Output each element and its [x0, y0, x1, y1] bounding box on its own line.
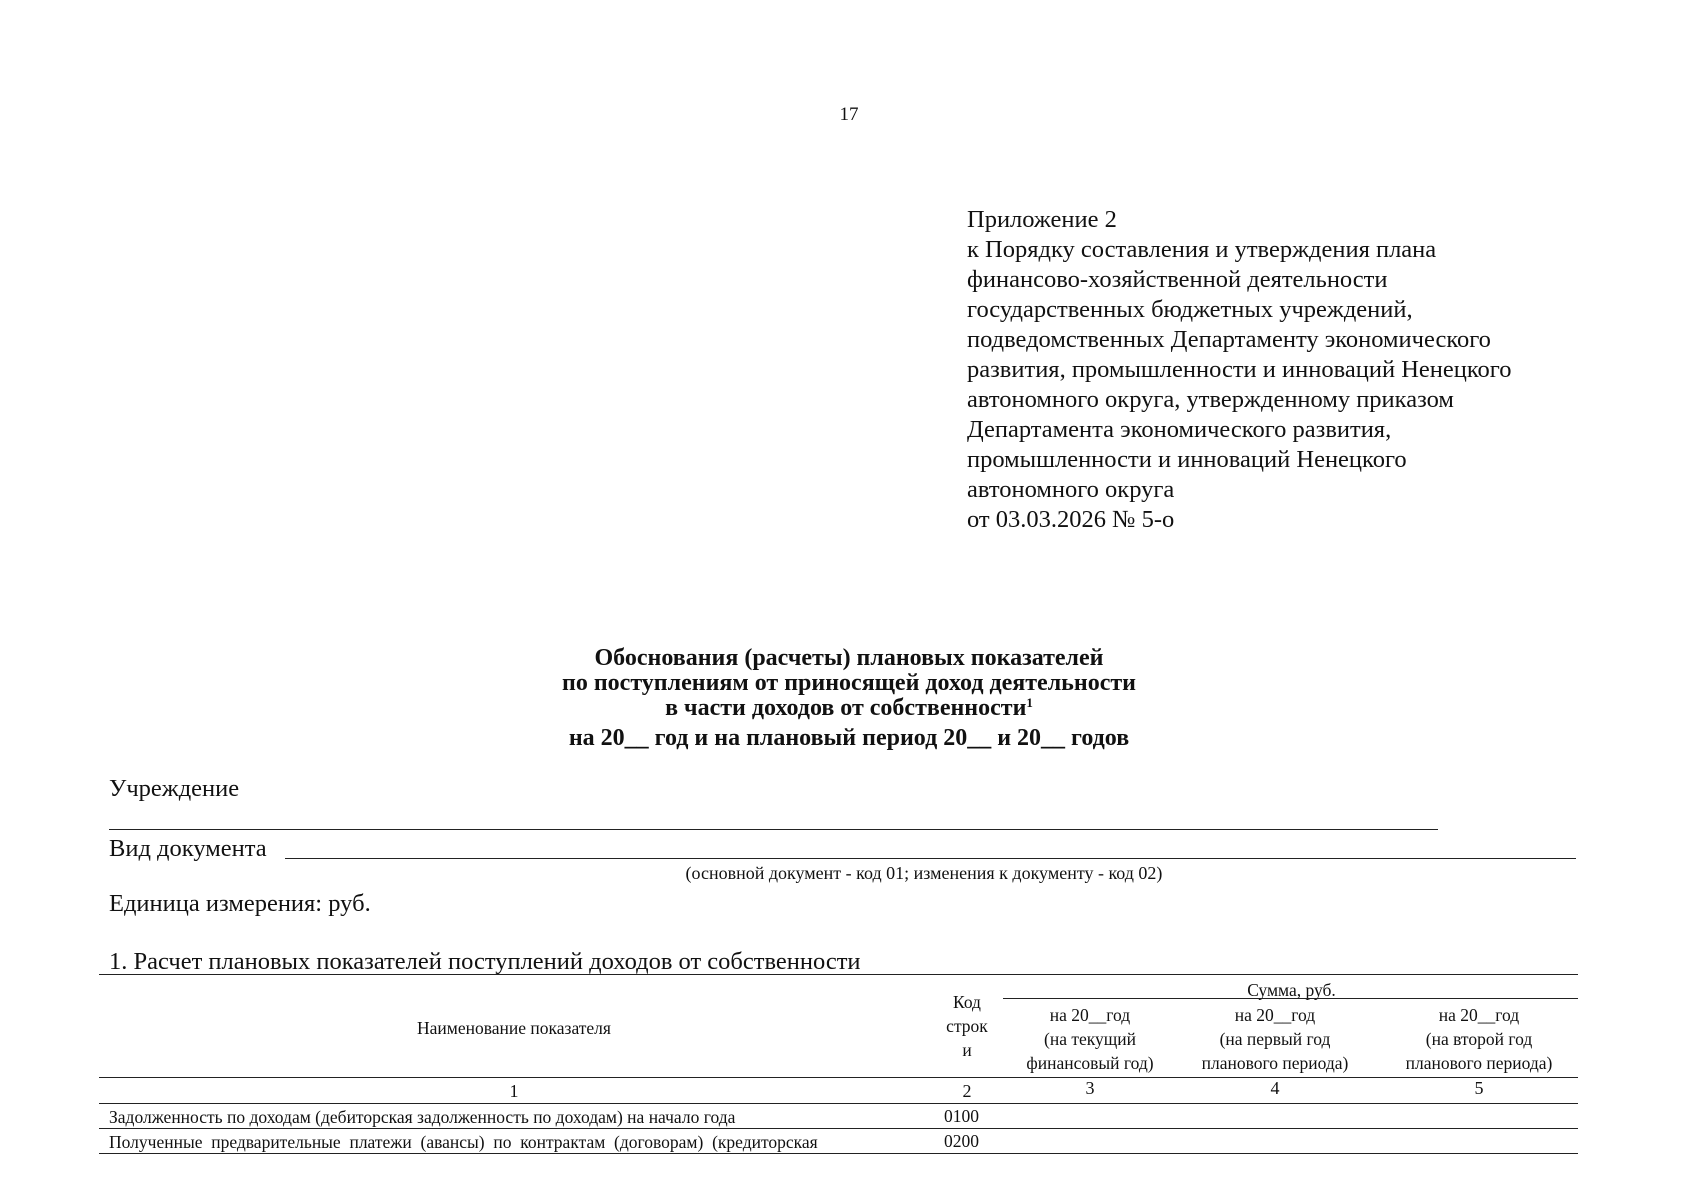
institution-input-line[interactable]: [109, 829, 1438, 830]
header-sum-group: Сумма, руб.: [1247, 980, 1336, 1000]
unit-label: Единица измерения: руб.: [109, 890, 371, 917]
title-line-4: на 20__ год и на плановый период 20__ и 20__ годов: [568, 725, 1130, 751]
appendix-block: [967, 205, 1511, 535]
header-col-5: [1380, 1003, 1578, 1075]
appendix-line: государственных бюджетных учреждений,: [967, 296, 1413, 323]
row-name: Задолженность по доходам (дебиторская задолженность по доходам) на начало года: [109, 1107, 736, 1127]
title-line-2: по поступлениям от приносящей доход деятельности: [562, 670, 1136, 696]
header-col-3-line: финансовый год): [1026, 1053, 1154, 1073]
appendix-line: финансово-хозяйственной деятельности: [967, 266, 1388, 293]
header-col-4-line: (на первый год: [1219, 1029, 1331, 1049]
page-number: 17: [839, 104, 859, 125]
header-col-3-line: на 20__год: [1049, 1005, 1131, 1025]
appendix-line: автономного округа: [967, 476, 1175, 503]
header-col-4-line: планового периода): [1201, 1053, 1349, 1073]
title-line-3: [0, 696, 1698, 721]
header-name: Наименование показателя: [417, 1018, 611, 1038]
header-code: [929, 990, 1005, 1062]
row-name: Полученные предварительные платежи (авансы) по контрактам (договорам) (кредиторская: [109, 1132, 818, 1152]
appendix-line: Приложение 2: [967, 206, 1117, 233]
header-code-line: Код: [953, 992, 981, 1012]
header-col-5-line: планового периода): [1405, 1053, 1553, 1073]
doc-type-label: Вид документа: [109, 835, 267, 862]
appendix-line: промышленности и инноваций Ненецкого: [967, 446, 1407, 473]
institution-label: Учреждение: [109, 775, 240, 802]
appendix-line: Департамента экономического развития,: [967, 416, 1392, 443]
column-number-3: 3: [1085, 1078, 1095, 1098]
header-col-5-line: (на второй год: [1425, 1029, 1533, 1049]
title-line-1: Обоснования (расчеты) плановых показателей: [594, 645, 1104, 671]
document-title: [0, 646, 1698, 751]
appendix-order-date: от 03.03.2026 № 5-о: [967, 506, 1175, 533]
appendix-line: развития, промышленности и инноваций Ненецкого: [967, 356, 1512, 383]
column-number-2: 2: [962, 1081, 972, 1101]
footnote-mark: 1: [1026, 695, 1033, 710]
title-line-3-text: в части доходов от собственности: [665, 695, 1027, 721]
column-number-4: 4: [1270, 1078, 1280, 1098]
row-code: 0200: [944, 1131, 979, 1151]
header-col-3-line: (на текущий: [1044, 1029, 1136, 1049]
header-sum-rule: [1003, 998, 1578, 999]
appendix-line: автономного округа, утвержденному приказом: [967, 386, 1454, 413]
row-rule: [99, 1128, 1578, 1129]
row-rule: [99, 1153, 1578, 1154]
header-col-4: [1180, 1003, 1370, 1075]
column-numbers-rule: [99, 1103, 1578, 1104]
doc-type-hint: (основной документ - код 01; изменения к документу - код 02): [685, 863, 1163, 883]
header-col-5-line: на 20__год: [1438, 1005, 1520, 1025]
header-col-3: [1005, 1003, 1175, 1075]
appendix-line: к Порядку составления и утверждения плана: [967, 236, 1437, 263]
table-top-rule: [99, 974, 1578, 975]
row-code: 0100: [944, 1106, 979, 1126]
column-number-1: 1: [509, 1081, 519, 1101]
appendix-line: подведомственных Департаменту экономического: [967, 326, 1491, 353]
doc-type-input-line[interactable]: [285, 858, 1576, 859]
column-number-5: 5: [1474, 1078, 1484, 1098]
header-col-4-line: на 20__год: [1234, 1005, 1316, 1025]
header-code-line: строк: [946, 1016, 988, 1036]
section-title: 1. Расчет плановых показателей поступлений доходов от собственности: [109, 948, 861, 975]
header-code-line: и: [962, 1040, 972, 1060]
